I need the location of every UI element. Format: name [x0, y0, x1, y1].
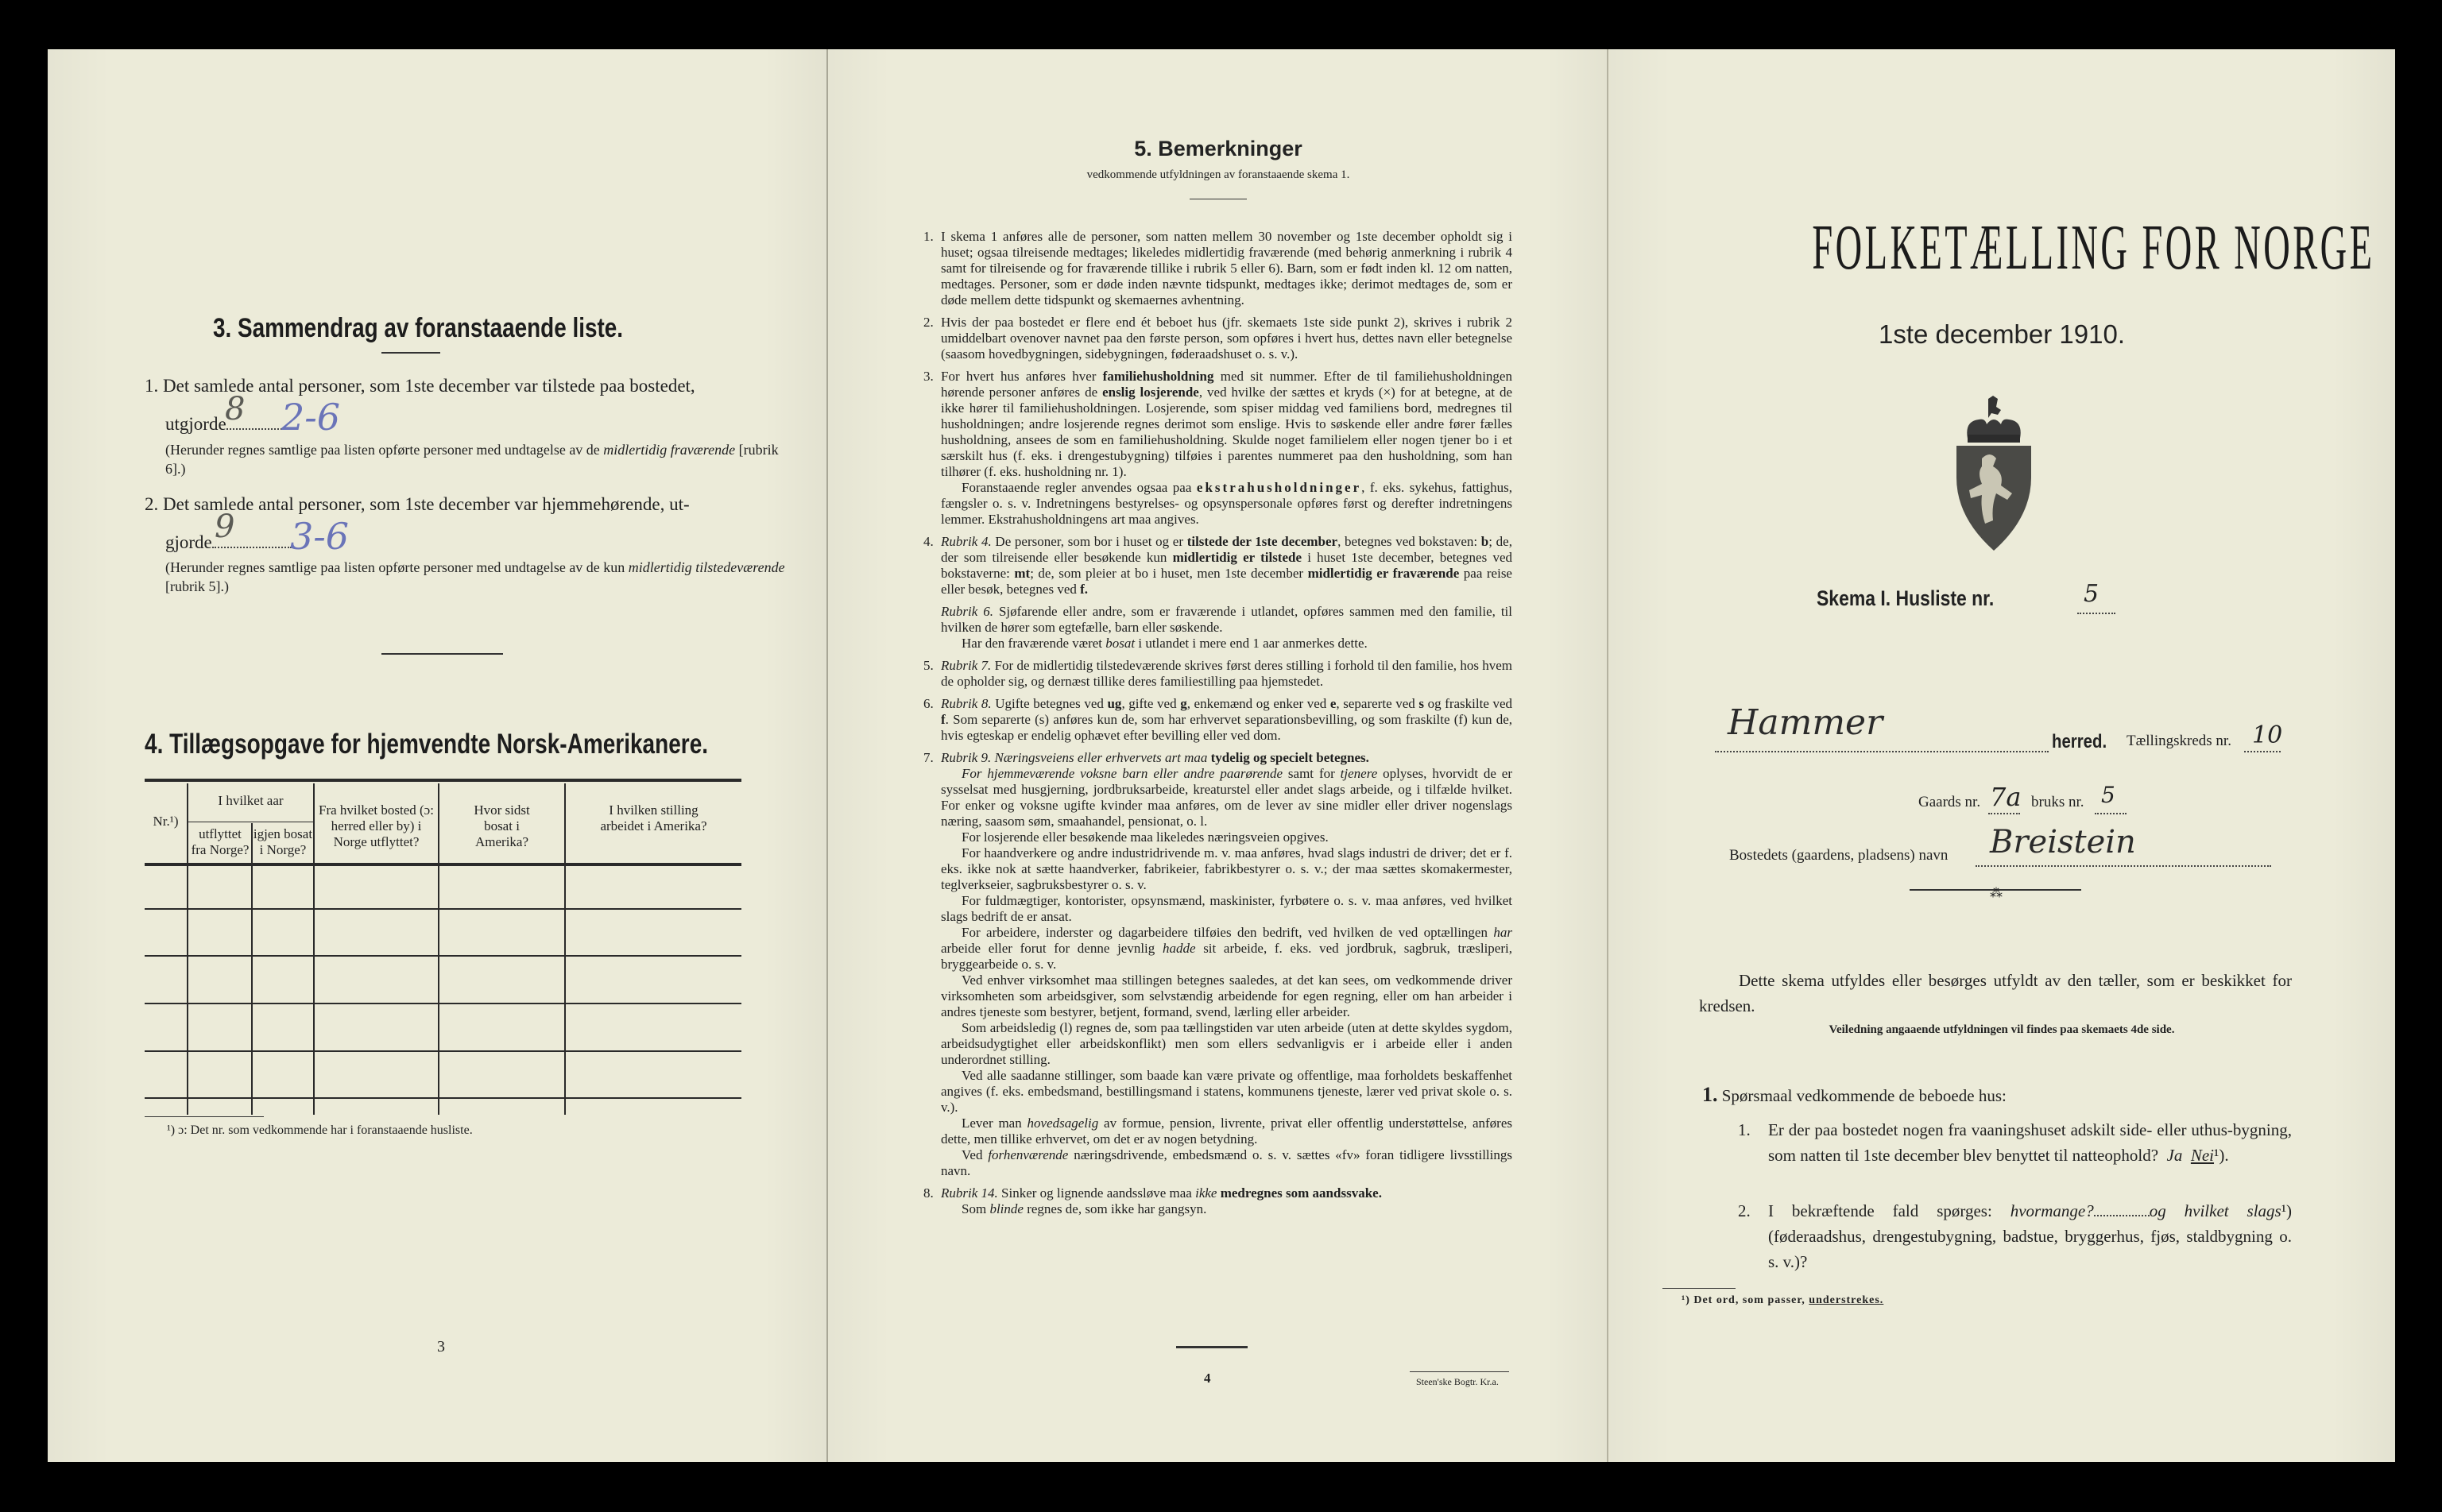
remark-text: b	[1480, 534, 1489, 549]
herred-value[interactable]: Hammer	[1728, 702, 1883, 743]
remark-text: e	[1329, 696, 1337, 711]
question-section: 1. Spørsmaal vedkommende de beboede hus:	[1702, 1083, 2007, 1106]
remark-paragraph	[923, 1185, 1512, 1201]
remark-paragraph	[923, 1147, 1512, 1179]
handwritten-annotation: 3-6	[290, 515, 350, 558]
remark-paragraph	[923, 636, 1512, 652]
remark-text: av formue, pension, livrente, privat eller offentlig understøttelse, anføres dette, men tillike erhvervet, om det er av nogen betydning.	[941, 1116, 1512, 1147]
page-number: 4	[1204, 1371, 1211, 1386]
header-position: I hvilken stilling arbeidet i Amerika?	[600, 802, 707, 833]
remark-number: 2.	[923, 315, 934, 330]
header-last-lived: Hvor sidst bosat i Amerika?	[474, 802, 530, 849]
table-row	[145, 955, 741, 957]
remark-text: Ugifte betegnes ved	[991, 696, 1108, 711]
remark-paragraph	[923, 534, 1512, 597]
page-number: 3	[437, 1338, 445, 1355]
remark-text: For fuldmægtiger, kontorister, opsynsmænd, maskinister, fyrbøtere o. s. v. maa anføres, ved hvilket slags bedrift de er ansat.	[941, 893, 1512, 924]
table-row	[145, 1097, 741, 1099]
page-1	[1607, 49, 2395, 1462]
remark-text: For hjemmeværende voksne barn eller andre paarørende	[962, 766, 1283, 781]
remark-text: , gifte ved	[1121, 696, 1181, 711]
remarks-subtitle: vedkommende utfyldningen av foranstaaende skema 1.	[1086, 168, 1350, 181]
remark-text: i utlandet i mere end 1 aar anmerkes dette.	[1135, 636, 1368, 651]
summary-item-1-field[interactable]: utgjorde	[165, 413, 288, 435]
remark-paragraph	[923, 893, 1512, 925]
section-4-title: 4. Tillægsopgave for hjemvendte Norsk-Amerikanere.	[145, 729, 709, 760]
divider	[1662, 1288, 1736, 1289]
husliste-number[interactable]: 5	[2084, 580, 2100, 608]
page-4	[826, 49, 1608, 1462]
header-year-group: I hvilket aar	[218, 793, 284, 808]
remark-text: I skema 1 anføres alle de personer, som natten mellem 30 november og 1ste december opholdt sig i huset; ogsaa tilreisende medtages; likeledes midlertidig fraværende (med behørig anmerkning i rubrik 4 samt for tilreisende og for fraværende tillike i rubrik 5 eller 6). Barn, som er født inden kl. 12 om natten, medtages. Personer, som er døde inden nævnte tidspunkt, medtages ikke; derimot medtages de, som er døde mellem dette tidspunkt og skemaernes avhentning.	[941, 229, 1512, 307]
remark-text: For de midlertidig tilstedeværende skrives først deres stilling i forhold til den familie, hos hvem de opholder sig, og dernæst tillike deres familiestilling paa hjemstedet.	[941, 658, 1512, 689]
remark-number: 3.	[923, 369, 934, 384]
remark-text: ; de, der som tilreisende eller besøkende kun	[941, 534, 1512, 565]
remark-text: ug	[1107, 696, 1122, 711]
remark-paragraph	[923, 766, 1512, 829]
herred-label: herred.	[2052, 731, 2107, 752]
remark-number: 4.	[923, 534, 934, 549]
remark-text: sit arbeide, f. eks. ved jordbruk, sagbruk, træsliperi, bryggearbeide o. s. v.	[941, 941, 1512, 972]
remark-number: 5.	[923, 658, 934, 673]
header-moved-out: utflyttet fra Norge?	[191, 826, 250, 857]
remark-paragraph	[923, 750, 1512, 766]
remark-paragraph	[923, 1201, 1512, 1217]
divider	[381, 352, 440, 354]
answer-nei-underlined[interactable]: Nei	[2190, 1146, 2215, 1165]
kreds-value[interactable]: 10	[2252, 721, 2283, 749]
remark-text: Rubrik 14.	[941, 1185, 998, 1201]
remark-text: familiehusholdning	[1102, 369, 1214, 384]
remark-paragraph	[923, 480, 1512, 528]
remark-text: med sit nummer. Efter de til familiehusholdningen hørende personer anføres de	[941, 369, 1512, 400]
remark-text: hovedsagelig	[1027, 1116, 1099, 1131]
remark-paragraph	[923, 845, 1512, 893]
gaards-label: Gaards nr.	[1918, 794, 1981, 810]
remark-text: f	[941, 712, 946, 727]
remark-text: Sjøfarende eller andre, som er fraværende i utlandet, opføres sammen med den familie, til hvilken de hører som egtefælle, barn eller søskende.	[941, 604, 1512, 635]
summary-note-2: (Herunder regnes samtlige paa listen opførte personer med undtagelse av de kun midlertidig tilstedeværende [rubrik 5].)	[165, 559, 785, 594]
gaards-value[interactable]: 7a	[1990, 782, 2022, 812]
bosted-label: Bostedets (gaardens, pladsens) navn	[1729, 847, 1949, 864]
remark-text: blinde	[989, 1201, 1024, 1216]
footnote: ¹) Det ord, som passer, understrekes.	[1682, 1294, 1884, 1306]
remark-text: Som arbeidsledig (l) regnes de, som paa tællingstiden var uten arbeide (uten at dette skyldes sygdom, arbeidsudygtighet eller arbeidskonflikt) men som ellers sedvanligvis er i arbeide eller i anden underordnet stilling.	[941, 1020, 1512, 1067]
summary-item-2-field[interactable]: gjorde	[165, 532, 292, 554]
remark-text: Rubrik 6.	[941, 604, 993, 619]
summary-item-2: 2. Det samlede antal personer, som 1ste december var hjemmehørende, ut-	[145, 494, 690, 514]
remark-paragraph	[923, 1068, 1512, 1116]
remark-text: enslig losjerende	[1102, 385, 1199, 400]
remark-paragraph	[923, 829, 1512, 845]
remark-text: For arbeidere, inderster og dagarbeidere tilføies den bedrift, ved hvilken de ved optællingen	[962, 925, 1494, 940]
remark-paragraph	[923, 658, 1512, 690]
remark-text: Rubrik 7.	[941, 658, 992, 673]
document-title: FOLKETÆLLING FOR NORGE	[1812, 213, 2375, 283]
remark-paragraph	[923, 315, 1512, 362]
remark-text: Som	[962, 1201, 990, 1216]
bruks-label: bruks nr.	[2031, 794, 2084, 810]
remarks-title: 5. Bemerkninger	[1134, 137, 1302, 160]
remark-text: Rubrik 4.	[941, 534, 992, 549]
remark-text: Lever man	[962, 1116, 1027, 1131]
remark-text: tilstede der 1ste december	[1186, 534, 1338, 549]
remark-paragraph	[923, 604, 1512, 636]
remark-text: regnes de, som ikke har gangsyn.	[1023, 1201, 1207, 1216]
remark-text: . Som separerte (s) anføres kun de, som har erhvervet separationsbevilling, og som fraskilte (f) kun de, hvis egteskap er endelig ophævet efter bevilling eller ved dom.	[941, 712, 1512, 743]
remark-text: g	[1180, 696, 1187, 711]
remark-text: hadde	[1162, 941, 1196, 956]
remark-paragraph	[923, 1116, 1512, 1147]
remark-text: tjenere	[1340, 766, 1378, 781]
hvormange-field[interactable]	[2094, 1214, 2150, 1216]
remark-paragraph	[923, 973, 1512, 1020]
divider	[381, 653, 503, 655]
remarks-list	[923, 222, 1512, 1217]
remark-paragraph	[923, 369, 1512, 480]
divider	[1410, 1371, 1509, 1372]
norwegian-american-table	[145, 779, 741, 1115]
kreds-label: Tællingskreds nr.	[2127, 733, 2231, 749]
remark-number: 1.	[923, 229, 934, 244]
guide-text: Veiledning angaaende utfyldningen vil findes paa skemaets 4de side.	[1829, 1023, 2175, 1036]
remark-text: Har den fraværende været	[962, 636, 1106, 651]
handwritten-annotation: 2-6	[281, 396, 341, 439]
remark-text: f.	[1080, 582, 1089, 597]
bosted-value[interactable]: Breistein	[1990, 824, 2136, 860]
table-row	[145, 1050, 741, 1052]
remark-text: Ved enhver virksomhet maa stillingen betegnes saaledes, at det kan sees, om vedkommende driver virksomheten som arbeidsgiver, som selvstændig arbeidende for egen regning, eller om han arbeider i andres tjeneste som bestyrer, betjent, formand, svend, lærling eller arbeider.	[941, 973, 1512, 1019]
remark-text: paa reise eller besøk, betegnes ved	[941, 566, 1512, 597]
answer-ja[interactable]: Ja	[2166, 1146, 2183, 1165]
remark-text: , f. eks. sykehus, fattighus, fængsler o. s. v. Indretningens bestyrelses- og opsynspersonale opføres først og derefter indretningens lemmer. Ekstrahusholdningens art maa angives.	[941, 480, 1513, 527]
remark-text: ; de, som pleier at bo i huset, men 1ste december	[1030, 566, 1308, 581]
remark-text: forhenværende	[988, 1147, 1069, 1162]
divider	[145, 1116, 264, 1117]
remark-text: Rubrik 9. Næringsveiens eller erhvervets art maa	[941, 750, 1208, 765]
remark-text: Ved	[962, 1147, 989, 1162]
remark-number: 6.	[923, 696, 934, 711]
remark-text: , ved hvilke der sættes et kryds (×) for at betegne, at de ikke hører til familiehusholdningen. Losjerende, som spiser middag ved familiens bord, medregnes til husholdningen; andre losjerende regnes derimot som enslige. Hvis to søskende eller andre fører fælles husholdning, ansees de som en familiehusholdning. Skulde noget familielem eller nogen tjener bo i et særskilt hus (f. eks. i drengestubygning) tilføies i parentes nummeret paa den husholdning, som han tilhører (f. eks. husholdning nr. 1).	[941, 385, 1512, 479]
summary-note-1: (Herunder regnes samtlige paa listen opførte personer med undtagelse av de midlertidig fraværende [rubrik 6].)	[165, 442, 779, 477]
header-nr: Nr.¹)	[153, 814, 179, 829]
remark-text: Ved alle saadanne stillinger, som baade kan være private og offentlige, maa forholdets beskaffenhet angives (f. eks. embedsmand, bestillingsmand i statens, kommunens tjeneste, lærer ved privat skole o. s. v.).	[941, 1068, 1512, 1115]
remark-paragraph	[923, 1020, 1512, 1068]
census-date: 1ste december 1910.	[1878, 319, 2126, 349]
remark-text: arbeide eller forut for denne jevnlig	[941, 941, 1163, 956]
header-moved-back: igjen bosat i Norge?	[253, 826, 313, 857]
header-from-where: Fra hvilket bosted (ɔ: herred eller by) i Norge utflyttet?	[319, 802, 434, 849]
remark-text: midlertidig er tilstede	[1172, 550, 1302, 565]
remark-text: , betegnes ved bokstaven:	[1337, 534, 1481, 549]
remark-text: har	[1493, 925, 1512, 940]
remark-text: midlertidig er fraværende	[1307, 566, 1460, 581]
printer-imprint: Steen'ske Bogtr. Kr.a.	[1416, 1376, 1499, 1387]
remark-text: s	[1418, 696, 1424, 711]
bruks-value[interactable]: 5	[2101, 782, 2115, 808]
ornament-icon: ⁂	[1990, 887, 2003, 900]
remark-text: mt	[1014, 566, 1031, 581]
divider	[1176, 1346, 1248, 1348]
table-row	[145, 908, 741, 910]
remark-text: oplyses, hvorvidt de er sysselsat med husgjerning, jordbruksarbeide, kreaturstel eller andet slags arbeide, og i tilfælde hvilket. For enker og voksne ugifte kvinder maa anføres, om de lever av sine midler eller driver nogenslags næring, saasom søm, smaahandel, pensionat, o. l.	[941, 766, 1512, 829]
remark-text: For hvert hus anføres hver	[941, 369, 1103, 384]
remark-text: ekstrahusholdninger	[1196, 480, 1362, 495]
remark-number: 7.	[923, 750, 934, 765]
remark-text: samt for	[1283, 766, 1341, 781]
remark-text: i huset 1ste december, betegnes ved bokstaverne:	[941, 550, 1512, 581]
remark-text: Sinker og lignende aandssløve maa	[997, 1185, 1196, 1201]
remark-text: bosat	[1105, 636, 1136, 651]
table-row	[145, 1003, 741, 1004]
remark-text: , separerte ved	[1336, 696, 1419, 711]
question-1: 1. Er der paa bostedet nogen fra vaaningshuset adskilt side- eller uthus-bygning, som natten til 1ste december blev benyttet til natteophold? Ja Nei¹).	[1738, 1120, 2292, 1165]
table-footnote: ¹) ɔ: Det nr. som vedkommende har i foranstaaende husliste.	[167, 1123, 473, 1137]
remark-text: For haandverkere og andre industridrivende m. v. maa anføres, hvad slags industri de driver; det er f. eks. ikke nok at sætte haandverker, fabrikeier, fabrikbestyrer o. s. v.; der maa sættes skomakermester, teglverkseier, sagbruksbestyrer o. s. v.	[941, 845, 1512, 892]
intro-text: Dette skema utfyldes eller besørges utfyldt av den tæller, som er beskikket for kredsen.	[1699, 971, 2292, 1015]
remark-paragraph	[923, 925, 1512, 973]
schema-label: Skema I. Husliste nr.	[1817, 586, 1995, 610]
coat-of-arms-icon	[1950, 395, 2038, 554]
remark-text: De personer, som bor i huset og er	[991, 534, 1187, 549]
remark-text: Foranstaaende regler anvendes ogsaa paa	[962, 480, 1197, 495]
question-2: 2. I bekræftende fald spørges: hvormange? og hvilket slags¹) (føderaadshus, drengestubygning, badstue, bryggerhus, fjøs, staldbygning o. s. v.)?	[1738, 1201, 2292, 1271]
remark-paragraph	[923, 696, 1512, 744]
handwritten-resident-count: 9	[215, 509, 235, 545]
page-3	[48, 49, 826, 1462]
remark-text: og fraskilte ved	[1423, 696, 1513, 711]
remark-text: ikke	[1195, 1185, 1217, 1201]
remark-paragraph	[923, 229, 1512, 308]
remark-text: medregnes som aandssvake.	[1217, 1185, 1382, 1201]
section-3-title: 3. Sammendrag av foranstaaende liste.	[213, 313, 623, 343]
remark-text: næringsdrivende, embedsmænd o. s. v. sættes «fv» foran tidligere livsstillings navn.	[941, 1147, 1512, 1178]
remark-text: For losjerende eller besøkende maa likeledes næringsveien opgives.	[962, 829, 1329, 845]
handwritten-present-count: 8	[225, 391, 246, 427]
summary-item-1: 1. Det samlede antal personer, som 1ste december var tilstede paa bostedet,	[145, 376, 695, 396]
remark-text: Hvis der paa bostedet er flere end ét beboet hus (jfr. skemaets 1ste side punkt 2), skrives i rubrik 2 umiddelbart ovenover navnet paa den første person, som opføres i hvert hus, dettes navn eller betegnelse (saasom hovedbygningen, sidebygningen, føderaadshuset o. s. v.).	[941, 315, 1512, 362]
remark-text: , enkemænd og enker ved	[1186, 696, 1330, 711]
remark-text: Rubrik 8.	[941, 696, 992, 711]
remark-text: tydelig og specielt betegnes.	[1207, 750, 1369, 765]
remark-number: 8.	[923, 1185, 934, 1201]
